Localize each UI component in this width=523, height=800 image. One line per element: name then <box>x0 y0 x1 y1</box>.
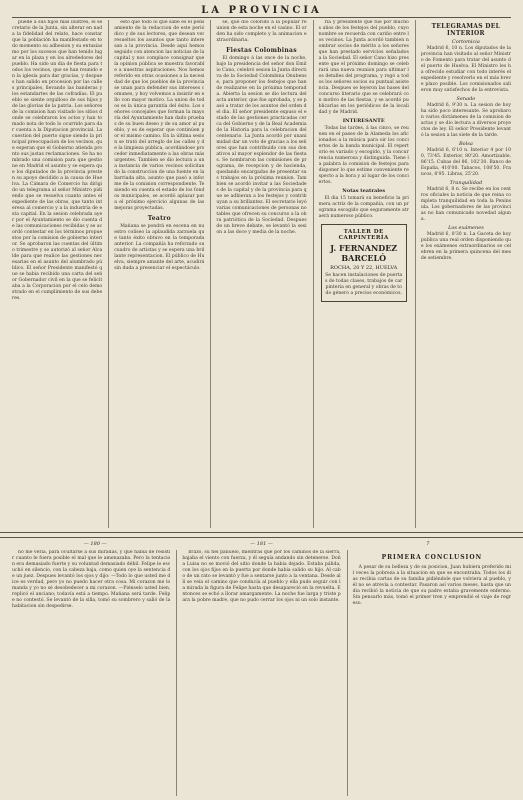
telegram-place-2: Senado <box>456 96 476 102</box>
telegram-text-2: Madrid 6, 9'30 n. La sesion de hoy ha sido poco interesante. Se aprobaron varios dictámenes de la comision de actas y se dio lectura a diversos proyectos de ley. El señor Presidente levantó la sesion a las siete de la tarde. <box>420 103 512 138</box>
column-5 <box>415 20 511 528</box>
column-1 <box>12 20 102 528</box>
serial-section <box>12 550 511 796</box>
interesante-text: Todas las tardes, á las cinco, se reunen en el paseo de la Alameda los aficionados a la música para oir los conciertos de la banda municipal. El repertorio es variado y escogido, y la concurrencia numerosa y distinguida. Tiene la palabra la comision de festejos para disponer lo que estime conveniente respecto a la hora y al lugar de los conciertos. <box>318 126 409 185</box>
serial-column-3 <box>347 550 511 796</box>
column-4 <box>313 20 409 528</box>
theatre-heading: Teatro <box>147 215 171 222</box>
column-1-text: puede á sus hijos mas ilustres, el secretario de la Junta, sin alterar en nada la fidelidad del relato, hace constar que la población ha manifestado en todo momento su adhesion y su entusiasmo por los sucesos que han tenido lugar en la plaza y en los alrededores del pueblo. Ha sido un dia de fiesta para todos los vecinos, que se han reunido en la iglesia para dar gracias, y despues han salido en procesion por las calles principales, llevando las banderas y los estandartes de las cofradías. El pueblo se siente orgulloso de sus hijos y de las glorias de la patria. Los señores de la comision han visitado los sitios donde se celebraron los actos y han tomado nota de todo lo ocurrido para dar cuenta a la Diputacion provincial. La cuestion del puerto sigue siendo la principal preocupacion de los vecinos, que esperan que el Gobierno atienda pronto sus justas reclamaciones. Se ha nombrado una comision para que gestione en Madrid el asunto y se espera que los diputados de la provincia presten su apoyo decidido a la causa de Huelva. La Cámara de Comercio ha dirigido un telegrama al señor Ministro pidiendo que se resuelva cuanto antes el expediente de las obras, que tanto interesa al comercio y a la industria de esta capital. En la sesion celebrada ayer por el Ayuntamiento se dio cuenta de las comunicaciones recibidas y se acordó contestar en los términos propuestos por la comision de gobierno interior. Se aprobaron las cuentas del último trimestre y se autorizó al señor Alcalde para que realice las gestiones necesarias en el asunto del alumbrado público. El señor Presidente manifestó que se habia recibido una carta del señor Gobernador civil en la que se felicitaba a la Corporacion por el celo demostrado en el cumplimiento de sus deberes. <box>12 20 103 301</box>
telegram-place-5: Los exámenes <box>448 225 484 231</box>
notas-teatrales-heading: Notas teatrales <box>342 188 386 194</box>
ad-line-4: Se hacen instalaciones de puertas de todas clases, trabajos de carpintería en general y obras de todo género a precios económicos. <box>325 273 403 296</box>
ad-line-1: TALLER DE CARPINTERÍA <box>338 229 389 241</box>
column-2-text: esto que todo lo que sabe es el pensamiento de la redaccion de este periódico y de sus lectores, que desean ver resueltos los asuntos que tanto interesan a la provincia. Desde aquí hemos seguido con atencion las noticias de la capital y nos complace consignar que la opinion pública se muestra favorable a nuestras aspiraciones. Nos hemos referido en otras ocasiones a la necesidad de que los pueblos de la provincia se unan para defender sus intereses comunes, y hoy volvemos a insistir en ello con mayor motivo. La union de todos es la única garantía del éxito. Los señores concejales que forman la mayoría del Ayuntamiento han dado pruebas de su buen deseo y de su amor al pueblo, y es de esperar que continúen por el mismo camino. En la última sesion se trató del arreglo de las calles y de la limpieza pública, acordándose proceder inmediatamente a las obras más urgentes. Tambien se dio lectura a una instancia de varios vecinos solicitando la construccion de una fuente en la barriada alta, asunto que pasó a informe de la comision correspondiente. Teniendo en cuenta el estado de los fondos municipales, se acordó aplazar para el próximo ejercicio algunas de las mejoras proyectadas. <box>114 20 205 211</box>
telegram-text-4: Madrid 6, 8 n. Se recibe en los centros oficiales la noticia de que reina completa tranquilidad en toda la Península. Los gobernadores de las provincias no han comunicado novedad alguna. <box>420 187 512 222</box>
masthead <box>12 4 511 18</box>
page-number-middle: — 181 — <box>250 541 273 547</box>
fiestas-heading: Fiestas Colombinas <box>226 47 297 54</box>
telegram-text-1: Madrid 6, 10 n. Los diputados de la provincia han visitado al señor Ministro de Fomento para tratar del asunto del puerto de Huelva. El Ministro les ha ofrecido estudiar con todo interés el expediente y resolverlo en el más breve plazo posible. Los comisionados salieron muy satisfechos de la entrevista. <box>420 46 512 93</box>
page-number-left: — 180 — <box>83 541 107 547</box>
serial-text-1: no me vería, para ocultarse á sus miradas, y que había de resistir cuanto le fuera posible el mal que le amenazaba. Pero la tentacion era demasiado fuerte y su voluntad demasiado débil. Felipe le escuchó en silencio, con la cabeza baja, como quien oye la sentencia de un juez. Despues levantó los ojos y dijo: —Todo lo que usted me dice es verdad, pero yo no puedo hacer otra cosa. Mi corazon me lo manda y yo no sé desobedecer a mi corazon. —Piénselo usted bien, replicó el anciano; todavía está a tiempo. Mañana será tarde. Felipe no contestó. Se levantó de la silla, tomó su sombrero y salió de la habitacion sin despedirse. <box>12 550 171 609</box>
serial-column-2 <box>176 550 340 796</box>
ad-line-2: J. FERNANDEZ BARCELÓ <box>330 243 398 263</box>
telegram-place-1: Cortomicia <box>451 39 480 45</box>
newspaper-title: LA PROVINCIA <box>201 5 322 16</box>
page-number-right: 7 <box>426 541 430 547</box>
theatre-text: Mañana se pondrá en escena en nuestro coliseo la aplaudida zarzuela que tanto éxito obtuvo en la temporada anterior. La compañía ha reforzado su cuadro de artistas y se espera una brillante representacion. El público de Huelva, siempre amante del arte, acudirá sin duda a presenciar el espectáculo. <box>114 224 205 271</box>
telegram-text-5: Madrid 6, 8'30 n. La Gaceta de hoy publica una real orden disponiendo que los exámenes extraordinarios se celebren en la primera quincena del mes de setiembre. <box>420 232 512 261</box>
column-2 <box>108 20 204 528</box>
column-3-intro: se, que dió colorido á la popular reunion de esta noche en el casino. El orden ha sido completo y la animacion extraordinaria. <box>216 20 307 43</box>
serial-text-3: A pesar de su belleza y de su posicion, Juan hubiera preferido mil veces la pobreza a la situacion en que se encontraba. Todos los dias recibia cartas de su familia pidiéndole que volviera al pueblo, y él no se atrevía a contestar. Pasaron así varios meses, hasta que un dia recibió la noticia de que su padre estaba gravemente enfermo. Sin pensarlo más, tomó el primer tren y emprendió el viaje de regreso. <box>352 565 511 606</box>
interesante-heading: INTERESANTE <box>342 118 385 124</box>
telegram-place-4: Tranquilidad <box>449 180 483 186</box>
carpentry-advertisement <box>321 224 407 302</box>
top-section <box>12 20 511 528</box>
column-3 <box>210 20 306 528</box>
telegram-place-3: Bolsa <box>458 141 473 147</box>
serial-text-2: brazo, su fiel pañuelo, mientras que por los caminos de la sierra, bajaba el viento con fuerza, y él seguía andando sin detenerse. Doña Luisa no se movió del sitio donde la habia dejado. Estaba pálida, con los ojos fijos en la puerta por donde habia salido su hijo. Al cabo de un rato se levantó y fue a sentarse junto a la ventana. Desde allí se veía el camino que conducía al pueblo y ella pudo seguir con la mirada la figura de Felipe hasta que desapareció en la revuelta. Entonces se echó a llorar amargamente. La noche fue larga y triste para la pobre madre, que no pudo cerrar los ojos ni un solo instante. <box>182 550 341 603</box>
fiestas-text: El domingo á las once de la noche, bajo la presidencia del señor don Emilio Cano, celebró sesion la Junta directiva de la Sociedad Colombina Onubense, para proponer los festejos que han de realizarse en la próxima temporada. Abierta la sesion se dio lectura del acta anterior, que fue aprobada, y se pasó a tratar de los asuntos del orden del dia. El señor presidente expuso el estado de las gestiones practicadas cerca del Gobierno y de la Real Academia de la Historia para la celebracion del centenario. La Junta acordó por unanimidad dar un voto de gracias a los señores que han contribuido con sus donativos al mayor esplendor de las fiestas. Se nombraron las comisiones de programa, de recepcion y de hacienda, quedando encargadas de presentar sus trabajos en la próxima reunion. Tambien se acordó invitar a las Sociedades de la capital y de la provincia para que se adhieran a los festejos y contribuyan a su brillantez. El secretario leyó varias comunicaciones de personas notables que ofrecen su concurso a la obra patriótica de la Sociedad. Despues de un breve debate, se levantó la sesion a las doce y media de la noche. <box>216 56 307 235</box>
chapter-heading: PRIMERA CONCLUSION <box>381 554 483 561</box>
serial-column-1 <box>12 550 170 796</box>
fold-divider <box>0 532 523 538</box>
page-numbers <box>12 541 511 547</box>
column-4-text: ria y presidente que fué por muchos años de los festejos del pueblo, cuyo nombre se recuerda con cariño entre los vecinos. La Junta acordó tambien nombrar socios de mérito a los señores que han prestado servicios señalados a la Sociedad. El señor Cano hizo presente que el próximo domingo se celebrará una nueva reunion para ultimar los detalles del programa, y rogó a todos los señores socios su puntual asistencia. Despues se leyeron las bases del concurso literario que se celebrará con motivo de las fiestas, y se acordó publicarlas en los periódicos de la localidad y de Madrid. <box>318 20 409 115</box>
telegramas-heading: TELEGRAMAS DEL INTERIOR <box>431 23 501 37</box>
notas-teatrales-text: El dia 15 tomará su beneficio la primera actriz de la compañía, con un programa escogido que seguramente atraerá numeroso público. <box>318 196 409 219</box>
telegram-text-3: Madrid 6, 6'10 n. Interior 4 por 100, 73'45. Exterior, 80'20. Amortizable, 86'15. Cubas del 86, 102'30. Banco de España, 410'00. Tabacos, 108'50. Francos, 8'95. Libras, 25'20. <box>420 148 512 177</box>
ad-line-3: ROCHA, 20 Y 22, HUELVA <box>330 265 398 271</box>
